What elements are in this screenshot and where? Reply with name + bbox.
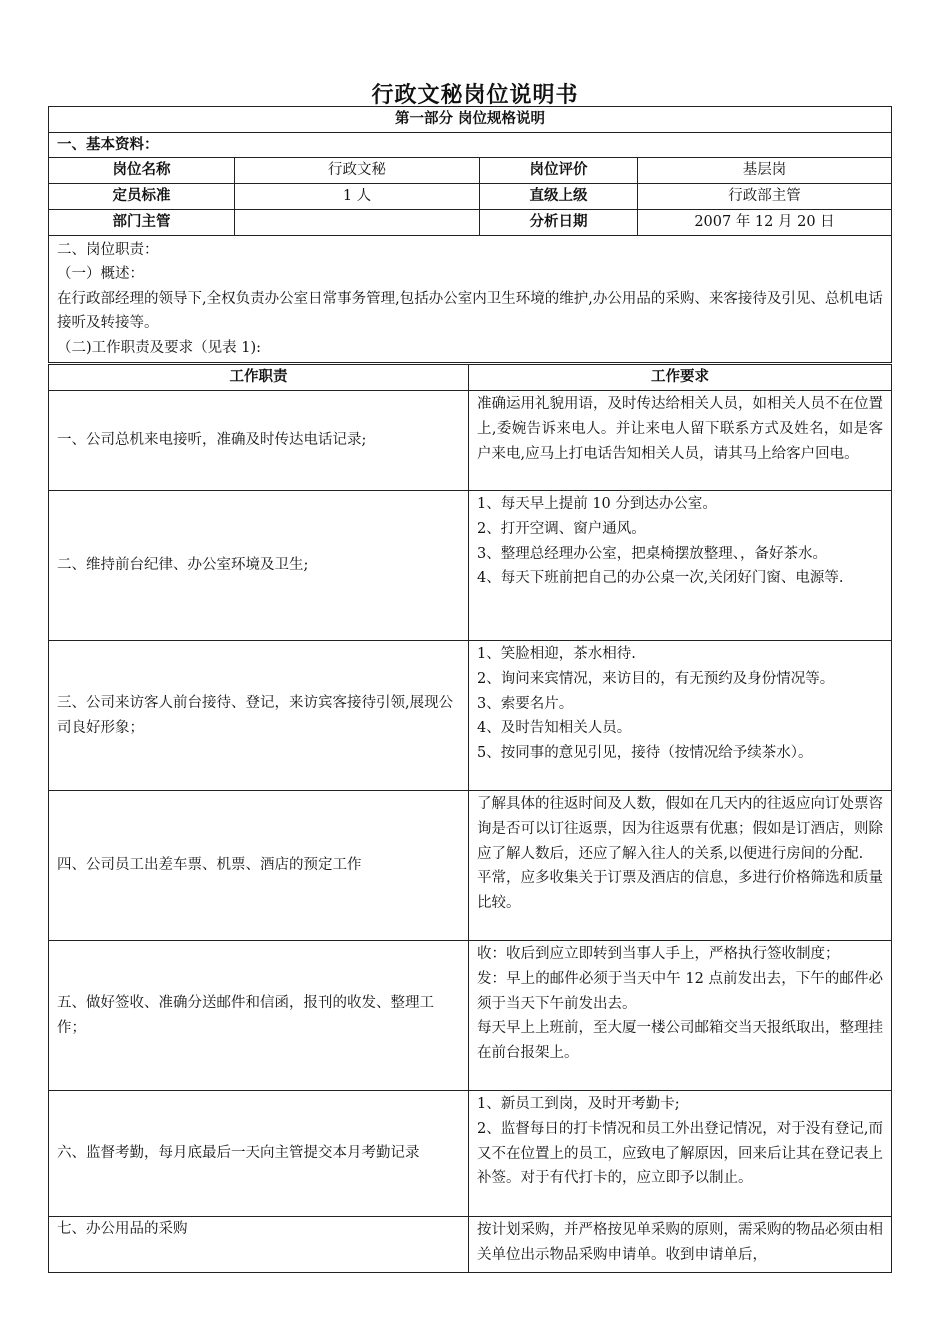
duty-row — [49, 941, 892, 1091]
requirement-line: 4、每天下班前把自己的办公桌一次,关闭好门窗、电源等. — [477, 570, 844, 587]
requirement-line: 1、新员工到岗，及时开考勤卡; — [477, 1096, 680, 1112]
requirement-line: 按计划采购，并严格按见单采购的原则，需采购的物品必须由相关单位出示物品采购申请单。收到申请单后， — [477, 1222, 883, 1263]
requirements-cell — [469, 791, 892, 941]
dept-head-value — [235, 209, 480, 235]
requirement-line: 准确运用礼貌用语，及时传达给相关人员，如相关人员不在位置上,委婉告诉来电人。并让来电人留下联系方式及姓名，如是客户来电,应马上打电话告知相关人员，请其马上给客户回电。 — [477, 396, 883, 462]
document-title: 行政文秘岗位说明书 — [371, 82, 579, 108]
requirements-cell — [469, 491, 892, 641]
duty-text: 二、维持前台纪律、办公室环境及卫生; — [49, 491, 469, 641]
superior-label: 直级上级 — [480, 183, 638, 209]
requirements-cell — [469, 941, 892, 1091]
position-name-value: 行政文秘 — [235, 158, 480, 184]
requirement-line: 2、打开空调、窗户通风。 — [477, 520, 646, 537]
duty-text: 七、办公用品的采购 — [49, 1217, 469, 1273]
duty-text: 六、监督考勤，每月底最后一天向主管提交本月考勤记录 — [49, 1091, 469, 1217]
requirement-line: 1、每天早上提前 10 分到达办公室。 — [477, 496, 717, 512]
requirement-line: 3、整理总经理办公室，把桌椅摆放整理、，备好茶水。 — [477, 545, 827, 562]
superior-value: 行政部主管 — [638, 183, 892, 209]
duty-row — [49, 1091, 892, 1217]
staffing-value: 1 人 — [235, 183, 480, 209]
analysis-date-value: 2007 年 12 月 20 日 — [638, 209, 892, 235]
position-spec-table — [48, 106, 892, 363]
analysis-date-label: 分析日期 — [480, 209, 638, 235]
requirement-line: 2、询问来宾情况，来访目的，有无预约及身份情况等。 — [477, 670, 835, 687]
requirements-cell — [469, 1091, 892, 1217]
requirements-cell — [469, 641, 892, 791]
overview-heading: （一）概述： — [57, 266, 144, 282]
duty-row — [49, 641, 892, 791]
section1-label: 一、基本资料： — [49, 132, 892, 158]
duty-text: 五、做好签收、准确分送邮件和信函，报刊的收发、整理工作； — [49, 941, 469, 1091]
section2-block — [49, 235, 892, 363]
requirement-line: 5、按同事的意见引见，接待（按情况给予续茶水）。 — [477, 745, 813, 762]
duty-row — [49, 1217, 892, 1273]
duty-text: 一、公司总机来电接听，准确及时传达电话记录; — [49, 391, 469, 491]
part1-header: 第一部分 岗位规格说明 — [49, 107, 892, 133]
duty-row — [49, 391, 892, 491]
requirement-line: 平常，应多收集关于订票及酒店的信息，多进行价格筛选和质量比较。 — [477, 870, 883, 912]
position-eval-value: 基层岗 — [638, 158, 892, 184]
section2-heading: 二、岗位职责： — [57, 241, 159, 258]
duties-heading: （二)工作职责及要求（见表 1): — [57, 339, 262, 356]
duty-row — [49, 791, 892, 941]
requirement-line: 3、索要名片。 — [477, 695, 574, 712]
requirements-col-header: 工作要求 — [469, 365, 892, 391]
duty-text: 三、公司来访客人前台接待、登记，来访宾客接待引领,展现公司良好形象； — [49, 641, 469, 791]
requirement-line: 4、及时告知相关人员。 — [477, 720, 632, 737]
requirement-line: 收：收后到应立即转到当事人手上，严格执行签收制度； — [477, 946, 840, 962]
duties-table — [48, 364, 892, 1273]
requirement-line: 发：早上的邮件必须于当天中午 12 点前发出去，下午的邮件必须于当天下午前发出去。 — [477, 970, 883, 1012]
dept-head-label: 部门主管 — [49, 209, 235, 235]
requirement-line: 每天早上上班前，至大厦一楼公司邮箱交当天报纸取出，整理挂在前台报架上。 — [477, 1020, 883, 1062]
duty-text: 四、公司员工出差车票、机票、酒店的预定工作 — [49, 791, 469, 941]
staffing-label: 定员标准 — [49, 183, 235, 209]
duty-row — [49, 491, 892, 641]
requirement-line: 了解具体的往返时间及人数，假如在几天内的往返应向订处票咨询是否可以订往返票，因为往返票有优惠；假如是订酒店，则除应了解人数后，还应了解入往人的关系,以便进行房间的分配. — [477, 796, 883, 862]
duties-col-header: 工作职责 — [49, 365, 469, 391]
position-name-label: 岗位名称 — [49, 158, 235, 184]
requirement-line: 2、监督每日的打卡情况和员工外出登记情况，对于没有登记,而又不在位置上的员工，应致电了解原因，回来后让其在登记表上补签。对于有代打卡的，应立即予以制止。 — [477, 1120, 883, 1187]
overview-text: 在行政部经理的领导下,全权负责办公室日常事务管理,包括办公室内卫生环境的维护,办公用品的采购、来客接待及引见、总机电话接听及转接等。 — [57, 290, 883, 331]
requirement-line: 1、笑脸相迎，茶水相待. — [477, 646, 636, 662]
position-eval-label: 岗位评价 — [480, 158, 638, 184]
requirements-cell — [469, 391, 892, 491]
requirements-cell — [469, 1217, 892, 1273]
